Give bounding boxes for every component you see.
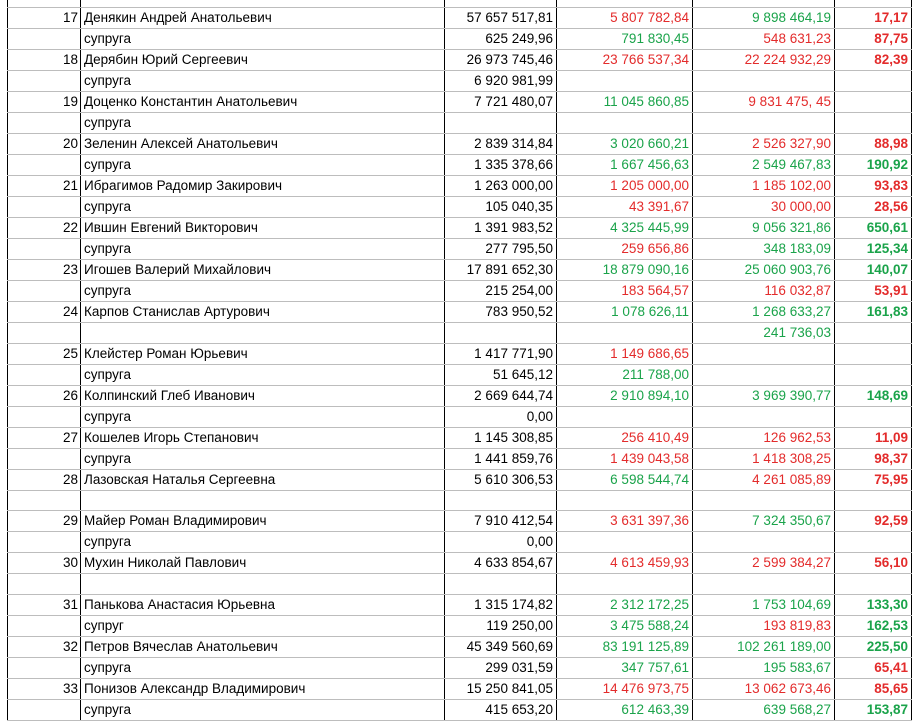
percent-cell[interactable]: 140,07 xyxy=(835,259,912,280)
table-row xyxy=(8,469,912,490)
percent-cell[interactable]: 93,83 xyxy=(835,175,912,196)
name-cell[interactable]: Лазовская Наталья Сергеевна xyxy=(81,469,445,490)
value-b-cell[interactable]: 3 020 660,21 xyxy=(557,133,693,154)
value-c-cell[interactable] xyxy=(693,490,835,511)
name-cell[interactable]: Зеленин Алексей Анатольевич xyxy=(81,133,445,154)
value-c-cell[interactable]: 548 631,23 xyxy=(693,28,835,49)
income-cell[interactable]: 1 335 378,66 xyxy=(445,154,557,175)
table-row xyxy=(8,574,912,595)
income-cell[interactable]: 1 263 000,00 xyxy=(445,175,557,196)
income-cell[interactable]: 415 653,20 xyxy=(445,699,557,720)
value-b-cell[interactable]: 4 325 445,99 xyxy=(557,217,693,238)
percent-cell[interactable]: 133,30 xyxy=(835,594,912,615)
value-c-cell[interactable]: 126 962,53 xyxy=(693,427,835,448)
value-b-cell[interactable]: 791 830,45 xyxy=(557,28,693,49)
table-row xyxy=(8,175,912,196)
value-b-cell[interactable]: 18 879 090,16 xyxy=(557,259,693,280)
name-cell[interactable]: Доценко Константин Анатольевич xyxy=(81,91,445,112)
row-number-cell[interactable]: 31 xyxy=(8,594,81,615)
percent-cell[interactable]: 75,95 xyxy=(835,469,912,490)
name-cell[interactable] xyxy=(81,322,445,343)
table-row xyxy=(8,448,912,469)
income-cell[interactable]: 119 250,00 xyxy=(445,615,557,636)
value-c-cell[interactable]: 9 056 321,86 xyxy=(693,217,835,238)
value-c-cell[interactable]: 25 060 903,76 xyxy=(693,259,835,280)
value-b-cell[interactable]: 2 910 894,10 xyxy=(557,385,693,406)
name-cell[interactable]: Карпов Станислав Артурович xyxy=(81,301,445,322)
income-cell[interactable]: 51 645,12 xyxy=(445,364,557,385)
value-c-cell[interactable]: 2 599 384,27 xyxy=(693,553,835,574)
value-c-cell[interactable]: 102 261 189,00 xyxy=(693,636,835,657)
income-cell[interactable]: 7 721 480,07 xyxy=(445,91,557,112)
row-number-cell[interactable]: 21 xyxy=(8,175,81,196)
row-number-cell[interactable] xyxy=(8,28,81,49)
value-b-cell[interactable] xyxy=(557,70,693,91)
value-b-cell[interactable] xyxy=(557,574,693,595)
value-c-cell[interactable] xyxy=(693,406,835,427)
percent-cell[interactable]: 153,87 xyxy=(835,699,912,720)
percent-cell[interactable] xyxy=(835,322,912,343)
name-cell[interactable]: Дерябин Юрий Сергеевич xyxy=(81,49,445,70)
income-cell[interactable]: 26 973 745,46 xyxy=(445,49,557,70)
row-number-cell[interactable]: 23 xyxy=(8,259,81,280)
row-number-cell[interactable] xyxy=(8,657,81,678)
value-b-cell[interactable]: 3 631 397,36 xyxy=(557,511,693,532)
row-number-cell[interactable]: 18 xyxy=(8,49,81,70)
income-cell[interactable]: 1 417 771,90 xyxy=(445,343,557,364)
name-cell[interactable]: Ибрагимов Радомир Закирович xyxy=(81,175,445,196)
row-number-cell[interactable]: 19 xyxy=(8,91,81,112)
income-cell[interactable]: 6 920 981,99 xyxy=(445,70,557,91)
percent-cell[interactable]: 53,91 xyxy=(835,280,912,301)
percent-cell[interactable]: 125,34 xyxy=(835,238,912,259)
name-cell[interactable]: Клейстер Роман Юрьевич xyxy=(81,343,445,364)
row-number-cell[interactable]: 33 xyxy=(8,678,81,699)
name-cell[interactable]: Панькова Анастасия Юрьевна xyxy=(81,594,445,615)
value-b-cell[interactable]: 256 410,49 xyxy=(557,427,693,448)
name-cell[interactable]: супруга xyxy=(81,238,445,259)
income-cell[interactable]: 625 249,96 xyxy=(445,28,557,49)
value-c-cell[interactable]: 1 268 633,27 xyxy=(693,301,835,322)
value-b-cell[interactable]: 183 564,57 xyxy=(557,280,693,301)
value-c-cell[interactable]: 1 753 104,69 xyxy=(693,594,835,615)
table-row xyxy=(8,594,912,615)
percent-cell[interactable] xyxy=(835,364,912,385)
income-cell[interactable]: 1 145 308,85 xyxy=(445,427,557,448)
percent-cell[interactable]: 65,41 xyxy=(835,657,912,678)
row-number-cell[interactable]: 26 xyxy=(8,385,81,406)
percent-cell[interactable] xyxy=(835,70,912,91)
percent-cell[interactable] xyxy=(835,574,912,595)
table-row xyxy=(8,657,912,678)
income-cell[interactable]: 277 795,50 xyxy=(445,238,557,259)
percent-cell[interactable] xyxy=(835,343,912,364)
value-c-cell[interactable]: 9 831 475, 45 xyxy=(693,91,835,112)
row-number-cell[interactable]: 22 xyxy=(8,217,81,238)
row-number-cell[interactable] xyxy=(8,490,81,511)
name-cell[interactable]: супруг xyxy=(81,615,445,636)
table-row xyxy=(8,133,912,154)
income-cell[interactable]: 2 839 314,84 xyxy=(445,133,557,154)
table-row xyxy=(8,91,912,112)
table-row xyxy=(8,343,912,364)
value-c-cell[interactable] xyxy=(693,364,835,385)
percent-cell[interactable]: 162,53 xyxy=(835,615,912,636)
percent-cell[interactable]: 56,10 xyxy=(835,553,912,574)
value-c-cell[interactable]: 241 736,03 xyxy=(693,322,835,343)
name-cell[interactable]: Петров Вячеслав Анатольевич xyxy=(81,636,445,657)
percent-cell[interactable]: 11,09 xyxy=(835,427,912,448)
table-row xyxy=(8,322,912,343)
name-cell[interactable]: супруга xyxy=(81,28,445,49)
table-row xyxy=(8,406,912,427)
value-c-cell[interactable]: 9 898 464,19 xyxy=(693,7,835,28)
row-number-cell[interactable]: 28 xyxy=(8,469,81,490)
percent-cell[interactable] xyxy=(835,532,912,553)
value-c-cell[interactable]: 4 261 085,89 xyxy=(693,469,835,490)
table-row xyxy=(8,385,912,406)
name-cell[interactable]: супруга xyxy=(81,448,445,469)
row-number-cell[interactable] xyxy=(8,154,81,175)
name-cell[interactable]: Кошелев Игорь Степанович xyxy=(81,427,445,448)
row-number-cell[interactable]: 25 xyxy=(8,343,81,364)
percent-cell[interactable] xyxy=(835,406,912,427)
table-row xyxy=(8,112,912,133)
name-cell[interactable]: Игошев Валерий Михайлович xyxy=(81,259,445,280)
declarations-table xyxy=(7,0,912,721)
income-cell[interactable] xyxy=(445,112,557,133)
table-row xyxy=(8,154,912,175)
name-cell[interactable]: супруга xyxy=(81,112,445,133)
table-row xyxy=(8,427,912,448)
name-cell[interactable]: супруга xyxy=(81,154,445,175)
percent-cell[interactable]: 82,39 xyxy=(835,49,912,70)
percent-cell[interactable]: 98,37 xyxy=(835,448,912,469)
table-row xyxy=(8,280,912,301)
value-b-cell[interactable]: 6 598 544,74 xyxy=(557,469,693,490)
income-cell[interactable] xyxy=(445,490,557,511)
value-b-cell[interactable]: 23 766 537,34 xyxy=(557,49,693,70)
income-cell[interactable]: 215 254,00 xyxy=(445,280,557,301)
row-number-cell[interactable] xyxy=(8,699,81,720)
income-cell[interactable]: 7 910 412,54 xyxy=(445,511,557,532)
value-c-cell[interactable] xyxy=(693,112,835,133)
row-number-cell[interactable] xyxy=(8,280,81,301)
percent-cell[interactable]: 87,75 xyxy=(835,28,912,49)
income-cell[interactable]: 17 891 652,30 xyxy=(445,259,557,280)
table-row xyxy=(8,70,912,91)
percent-cell[interactable]: 225,50 xyxy=(835,636,912,657)
percent-cell[interactable]: 650,61 xyxy=(835,217,912,238)
income-cell[interactable]: 1 441 859,76 xyxy=(445,448,557,469)
table-row xyxy=(8,678,912,699)
income-cell[interactable]: 783 950,52 xyxy=(445,301,557,322)
value-b-cell[interactable]: 1 078 626,11 xyxy=(557,301,693,322)
table-row xyxy=(8,301,912,322)
value-b-cell[interactable]: 211 788,00 xyxy=(557,364,693,385)
percent-cell[interactable]: 85,65 xyxy=(835,678,912,699)
income-cell[interactable]: 0,00 xyxy=(445,406,557,427)
value-b-cell[interactable] xyxy=(557,112,693,133)
value-b-cell[interactable]: 43 391,67 xyxy=(557,196,693,217)
value-b-cell[interactable]: 3 475 588,24 xyxy=(557,615,693,636)
row-number-cell[interactable]: 29 xyxy=(8,511,81,532)
income-cell[interactable]: 299 031,59 xyxy=(445,657,557,678)
row-number-cell[interactable]: 27 xyxy=(8,427,81,448)
name-cell[interactable]: Денякин Андрей Анатольевич xyxy=(81,7,445,28)
table-row xyxy=(8,511,912,532)
row-number-cell[interactable]: 17 xyxy=(8,7,81,28)
income-cell[interactable]: 57 657 517,81 xyxy=(445,7,557,28)
value-b-cell[interactable]: 4 613 459,93 xyxy=(557,553,693,574)
name-cell[interactable]: супруга xyxy=(81,364,445,385)
name-cell[interactable]: супруга xyxy=(81,70,445,91)
value-b-cell[interactable]: 259 656,86 xyxy=(557,238,693,259)
value-b-cell[interactable]: 11 045 860,85 xyxy=(557,91,693,112)
value-b-cell[interactable]: 1 149 686,65 xyxy=(557,343,693,364)
name-cell[interactable]: супруга xyxy=(81,699,445,720)
row-number-cell[interactable]: 32 xyxy=(8,636,81,657)
row-number-cell[interactable] xyxy=(8,196,81,217)
row-number-cell[interactable] xyxy=(8,574,81,595)
table-row xyxy=(8,699,912,720)
percent-cell[interactable] xyxy=(835,91,912,112)
table-row xyxy=(8,364,912,385)
name-cell[interactable]: супруга xyxy=(81,196,445,217)
value-c-cell[interactable]: 1 418 308,25 xyxy=(693,448,835,469)
table-row xyxy=(8,196,912,217)
row-number-cell[interactable] xyxy=(8,364,81,385)
income-cell[interactable]: 0,00 xyxy=(445,532,557,553)
table-row xyxy=(8,0,912,7)
table-row xyxy=(8,615,912,636)
value-b-cell[interactable] xyxy=(557,490,693,511)
value-b-cell[interactable]: 14 476 973,75 xyxy=(557,678,693,699)
value-c-cell[interactable]: 2 526 327,90 xyxy=(693,133,835,154)
value-c-cell[interactable]: 13 062 673,46 xyxy=(693,678,835,699)
value-c-cell[interactable]: 1 185 102,00 xyxy=(693,175,835,196)
income-cell[interactable]: 1 391 983,52 xyxy=(445,217,557,238)
name-cell[interactable]: супруга xyxy=(81,657,445,678)
row-number-cell[interactable] xyxy=(8,615,81,636)
income-cell[interactable]: 2 669 644,74 xyxy=(445,385,557,406)
value-c-cell[interactable] xyxy=(693,343,835,364)
row-number-cell[interactable] xyxy=(8,112,81,133)
value-b-cell[interactable]: 2 312 172,25 xyxy=(557,594,693,615)
table-row xyxy=(8,636,912,657)
percent-cell[interactable]: 17,17 xyxy=(835,7,912,28)
row-number-cell[interactable] xyxy=(8,322,81,343)
percent-cell[interactable] xyxy=(835,112,912,133)
row-number-cell[interactable] xyxy=(8,238,81,259)
income-cell[interactable]: 1 315 174,82 xyxy=(445,594,557,615)
value-b-cell[interactable] xyxy=(557,322,693,343)
table-row xyxy=(8,553,912,574)
income-cell[interactable] xyxy=(445,574,557,595)
name-cell[interactable]: супруга xyxy=(81,532,445,553)
table-row xyxy=(8,217,912,238)
value-b-cell[interactable] xyxy=(557,532,693,553)
value-c-cell[interactable]: 116 032,87 xyxy=(693,280,835,301)
income-cell[interactable]: 15 250 841,05 xyxy=(445,678,557,699)
table-row xyxy=(8,7,912,28)
percent-cell[interactable]: 148,69 xyxy=(835,385,912,406)
name-cell[interactable]: супруга xyxy=(81,406,445,427)
percent-cell[interactable]: 92,59 xyxy=(835,511,912,532)
value-c-cell[interactable]: 639 568,27 xyxy=(693,699,835,720)
name-cell[interactable]: Колпинский Глеб Иванович xyxy=(81,385,445,406)
income-cell[interactable]: 105 040,35 xyxy=(445,196,557,217)
row-number-cell[interactable] xyxy=(8,70,81,91)
name-cell[interactable]: Ившин Евгений Викторович xyxy=(81,217,445,238)
income-cell[interactable]: 4 633 854,67 xyxy=(445,553,557,574)
table-row xyxy=(8,238,912,259)
value-c-cell[interactable]: 2 549 467,83 xyxy=(693,154,835,175)
row-number-cell[interactable]: 20 xyxy=(8,133,81,154)
value-c-cell[interactable] xyxy=(693,574,835,595)
income-cell[interactable]: 45 349 560,69 xyxy=(445,636,557,657)
table-row xyxy=(8,490,912,511)
value-b-cell[interactable]: 612 463,39 xyxy=(557,699,693,720)
percent-cell[interactable] xyxy=(835,490,912,511)
income-cell[interactable] xyxy=(445,322,557,343)
percent-cell[interactable]: 161,83 xyxy=(835,301,912,322)
name-cell[interactable]: Понизов Александр Владимирович xyxy=(81,678,445,699)
value-c-cell[interactable]: 195 583,67 xyxy=(693,657,835,678)
value-b-cell[interactable]: 1 205 000,00 xyxy=(557,175,693,196)
row-number-cell[interactable]: 30 xyxy=(8,553,81,574)
value-b-cell[interactable]: 1 439 043,58 xyxy=(557,448,693,469)
percent-cell[interactable]: 28,56 xyxy=(835,196,912,217)
percent-cell[interactable]: 88,98 xyxy=(835,133,912,154)
value-b-cell[interactable]: 1 667 456,63 xyxy=(557,154,693,175)
value-b-cell[interactable]: 5 807 782,84 xyxy=(557,7,693,28)
value-c-cell[interactable]: 7 324 350,67 xyxy=(693,511,835,532)
row-number-cell[interactable] xyxy=(8,406,81,427)
row-number-cell[interactable] xyxy=(8,448,81,469)
table-row xyxy=(8,28,912,49)
value-c-cell[interactable]: 22 224 932,29 xyxy=(693,49,835,70)
percent-cell[interactable]: 190,92 xyxy=(835,154,912,175)
name-cell[interactable] xyxy=(81,574,445,595)
value-b-cell[interactable] xyxy=(557,406,693,427)
spreadsheet xyxy=(7,0,911,721)
value-c-cell[interactable]: 30 000,00 xyxy=(693,196,835,217)
value-c-cell[interactable] xyxy=(693,70,835,91)
value-c-cell[interactable]: 3 969 390,77 xyxy=(693,385,835,406)
table-row xyxy=(8,532,912,553)
income-cell[interactable]: 5 610 306,53 xyxy=(445,469,557,490)
name-cell[interactable] xyxy=(81,490,445,511)
value-c-cell[interactable] xyxy=(693,532,835,553)
value-c-cell[interactable]: 193 819,83 xyxy=(693,615,835,636)
name-cell[interactable]: Мухин Николай Павлович xyxy=(81,553,445,574)
name-cell[interactable]: супруга xyxy=(81,280,445,301)
table-body xyxy=(8,0,912,720)
name-cell[interactable]: Майер Роман Владимирович xyxy=(81,511,445,532)
table-row xyxy=(8,49,912,70)
table-row xyxy=(8,259,912,280)
row-number-cell[interactable] xyxy=(8,532,81,553)
value-b-cell[interactable]: 83 191 125,89 xyxy=(557,636,693,657)
row-number-cell[interactable]: 24 xyxy=(8,301,81,322)
value-b-cell[interactable]: 347 757,61 xyxy=(557,657,693,678)
value-c-cell[interactable]: 348 183,09 xyxy=(693,238,835,259)
